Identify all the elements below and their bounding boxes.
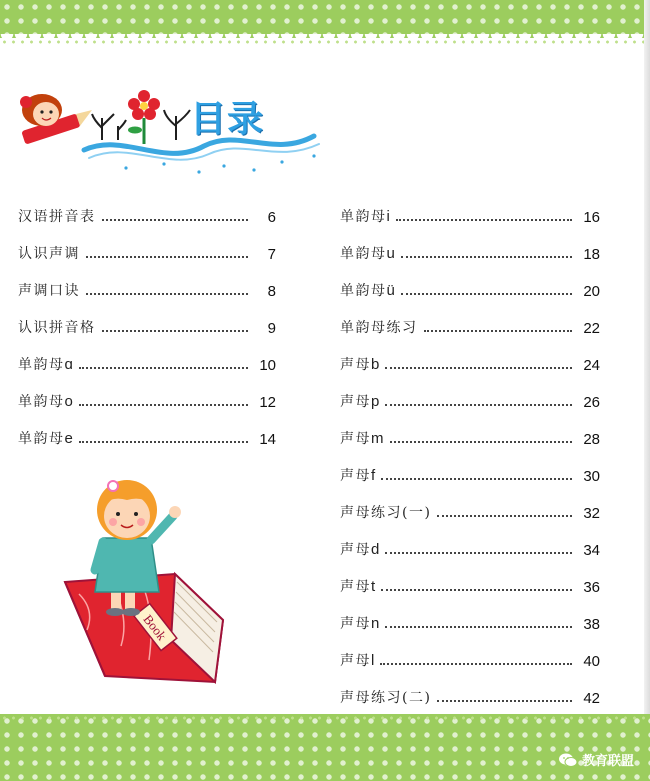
toc-page-number: 28	[583, 431, 600, 448]
toc-page-number: 9	[267, 320, 276, 337]
toc-entry	[340, 374, 600, 411]
toc-entry	[340, 300, 600, 337]
toc-entry	[18, 411, 276, 448]
toc-entry	[340, 485, 600, 522]
toc-entry	[340, 596, 600, 633]
toc-page-number: 32	[583, 505, 600, 522]
toc-page-number: 30	[583, 468, 600, 485]
toc-entry	[340, 263, 600, 300]
toc-leader-dots	[390, 440, 573, 443]
toc-entry-title: 声母练习(二)	[340, 690, 432, 706]
book-label: Book	[140, 611, 170, 644]
toc-leader-dots	[381, 588, 572, 591]
toc-entry-title: 汉语拼音表	[18, 209, 96, 225]
watermark-text: 教育联盟	[581, 754, 634, 769]
toc-page-number: 16	[583, 209, 600, 226]
toc-leader-dots	[396, 218, 572, 221]
toc-page-number: 34	[583, 542, 600, 559]
watermark	[558, 750, 634, 769]
toc-leader-dots	[102, 218, 249, 221]
toc-leader-dots	[385, 403, 572, 406]
toc-left-column	[18, 189, 276, 448]
flower-icon	[128, 90, 160, 144]
girl-on-book-illustration	[55, 470, 235, 685]
toc-leader-dots	[385, 366, 572, 369]
top-polka-band	[0, 0, 650, 38]
toc-leader-dots	[424, 329, 573, 332]
toc-leader-dots	[385, 551, 572, 554]
toc-leader-dots	[79, 366, 248, 369]
toc-entry-title: 声母b	[340, 356, 380, 373]
toc-leader-dots	[381, 477, 572, 480]
toc-entry-title: 单韵母u	[340, 245, 395, 262]
toc-leader-dots	[86, 292, 248, 295]
toc-entry	[18, 263, 276, 300]
wechat-icon	[558, 752, 578, 768]
page-edge-shadow	[644, 0, 650, 781]
toc-entry	[18, 374, 276, 411]
top-lace-border	[0, 34, 650, 46]
toc-right-column	[340, 189, 600, 707]
toc-page-number: 6	[267, 209, 276, 226]
page-title: 目录	[190, 99, 265, 140]
toc-entry-title: 单韵母练习	[340, 320, 418, 336]
toc-leader-dots	[437, 514, 572, 517]
toc-page-number: 14	[259, 431, 276, 448]
title-decoration	[14, 80, 334, 180]
toc-page-number: 8	[267, 283, 276, 300]
toc-entry-title: 单韵母i	[340, 208, 390, 225]
toc-page-number: 12	[259, 394, 276, 411]
toc-entry	[340, 670, 600, 707]
toc-entry	[18, 337, 276, 374]
toc-page-number: 40	[583, 653, 600, 670]
toc-entry-title: 单韵母e	[18, 430, 73, 447]
toc-leader-dots	[385, 625, 572, 628]
toc-entry-title: 声母t	[340, 578, 376, 595]
toc-entry-title: 声母p	[340, 393, 380, 410]
bottom-dot-row	[0, 716, 650, 720]
toc-entry	[18, 189, 276, 226]
toc-entry-title: 声调口诀	[18, 283, 80, 299]
toc-leader-dots	[86, 255, 248, 258]
toc-leader-dots	[401, 255, 572, 258]
toc-entry-title: 声母d	[340, 541, 380, 558]
toc-entry-title: 声母练习(一)	[340, 505, 432, 521]
toc-entry-title: 单韵母ɑ	[18, 356, 73, 373]
toc-leader-dots	[380, 662, 572, 665]
toc-entry	[340, 448, 600, 485]
bottom-polka-band	[0, 714, 650, 781]
toc-leader-dots	[401, 292, 572, 295]
toc-page-number: 18	[583, 246, 600, 263]
toc-entry-title: 认识声调	[18, 246, 80, 262]
toc-page-number: 26	[583, 394, 600, 411]
toc-entry	[340, 226, 600, 263]
toc-page-number: 36	[583, 579, 600, 596]
toc-entry	[340, 337, 600, 374]
toc-entry-title: 声母l	[340, 652, 375, 669]
toc-page-number: 42	[583, 690, 600, 707]
toc-leader-dots	[79, 403, 248, 406]
toc-page-number: 7	[267, 246, 276, 263]
toc-entry	[18, 226, 276, 263]
toc-page-number: 24	[583, 357, 600, 374]
toc-entry	[340, 559, 600, 596]
toc-entry-title: 声母n	[340, 615, 380, 632]
toc-entry-title: 认识拼音格	[18, 320, 96, 336]
pencil-girl-icon	[20, 94, 92, 145]
toc-entry-title: 单韵母ü	[340, 282, 395, 299]
toc-page-number: 20	[583, 283, 600, 300]
toc-entry	[18, 300, 276, 337]
toc-entry	[340, 411, 600, 448]
toc-entry	[340, 189, 600, 226]
toc-page-number: 38	[583, 616, 600, 633]
toc-entry-title: 声母m	[340, 430, 384, 447]
toc-leader-dots	[79, 440, 248, 443]
toc-entry	[340, 633, 600, 670]
toc-page-number: 22	[583, 320, 600, 337]
toc-entry-title: 声母f	[340, 467, 376, 484]
toc-leader-dots	[102, 329, 249, 332]
toc-entry	[340, 522, 600, 559]
toc-page-number: 10	[259, 357, 276, 374]
toc-entry-title: 单韵母o	[18, 393, 73, 410]
toc-leader-dots	[437, 699, 572, 702]
